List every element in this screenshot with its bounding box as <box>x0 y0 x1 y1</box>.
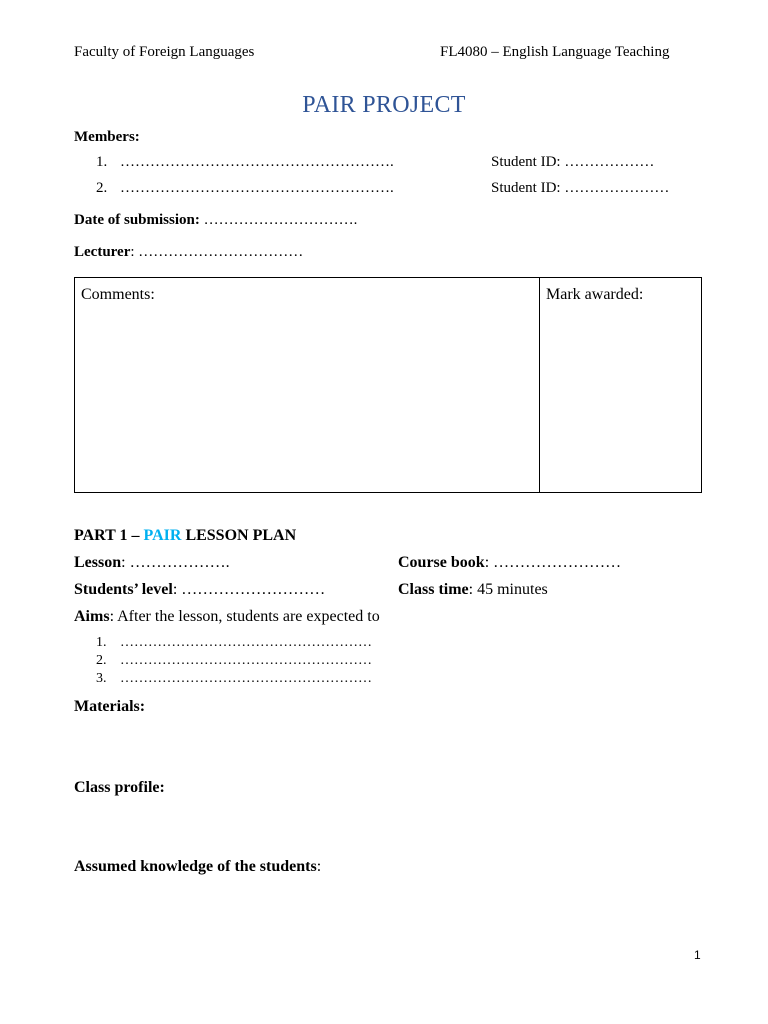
lecturer: Lecturer: …………………………… <box>74 244 304 260</box>
aim-3-blank: ……………………………………………… <box>120 671 372 686</box>
aim-3-number: 3. <box>96 671 107 686</box>
aim-2-number: 2. <box>96 653 107 668</box>
materials-heading: Materials: <box>74 698 146 715</box>
member-1-number: 1. <box>96 154 108 170</box>
assumed-knowledge-heading: Assumed knowledge of the students: <box>74 858 322 875</box>
class-profile-heading: Class profile: <box>74 779 165 796</box>
member-2-name-blank: ………………………………………………. <box>120 180 394 196</box>
page-number: 1 <box>694 948 701 962</box>
member-1-name-blank: ………………………………………………. <box>120 154 394 170</box>
mark-cell <box>540 278 701 492</box>
lesson-field: Lesson: ………………. <box>74 554 230 571</box>
aims-field: Aims: After the lesson, students are expected to <box>74 608 380 625</box>
header-course: FL4080 – English Language Teaching <box>440 44 670 60</box>
date-of-submission: Date of submission: …………………………. <box>74 212 358 228</box>
students-level-field: Students’ level: ……………………… <box>74 581 326 598</box>
mark-label: Mark awarded: <box>546 286 644 303</box>
aim-2-blank: ……………………………………………… <box>120 653 372 668</box>
coursebook-field: Course book: …………………… <box>398 554 622 571</box>
page-title: PAIR PROJECT <box>302 92 466 118</box>
class-time-field: Class time: 45 minutes <box>398 581 548 598</box>
aim-1-blank: ……………………………………………… <box>120 635 372 650</box>
member-2-number: 2. <box>96 180 108 196</box>
comments-cell <box>75 278 540 492</box>
part1-heading: PART 1 – PAIR LESSON PLAN <box>74 527 297 544</box>
header-faculty: Faculty of Foreign Languages <box>74 44 255 60</box>
grading-table <box>74 277 702 493</box>
member-2-student-id: Student ID: ………………… <box>491 180 670 196</box>
comments-label: Comments: <box>81 286 155 303</box>
members-label: Members: <box>74 129 140 145</box>
member-1-student-id: Student ID: ……………… <box>491 154 655 170</box>
aim-1-number: 1. <box>96 635 107 650</box>
